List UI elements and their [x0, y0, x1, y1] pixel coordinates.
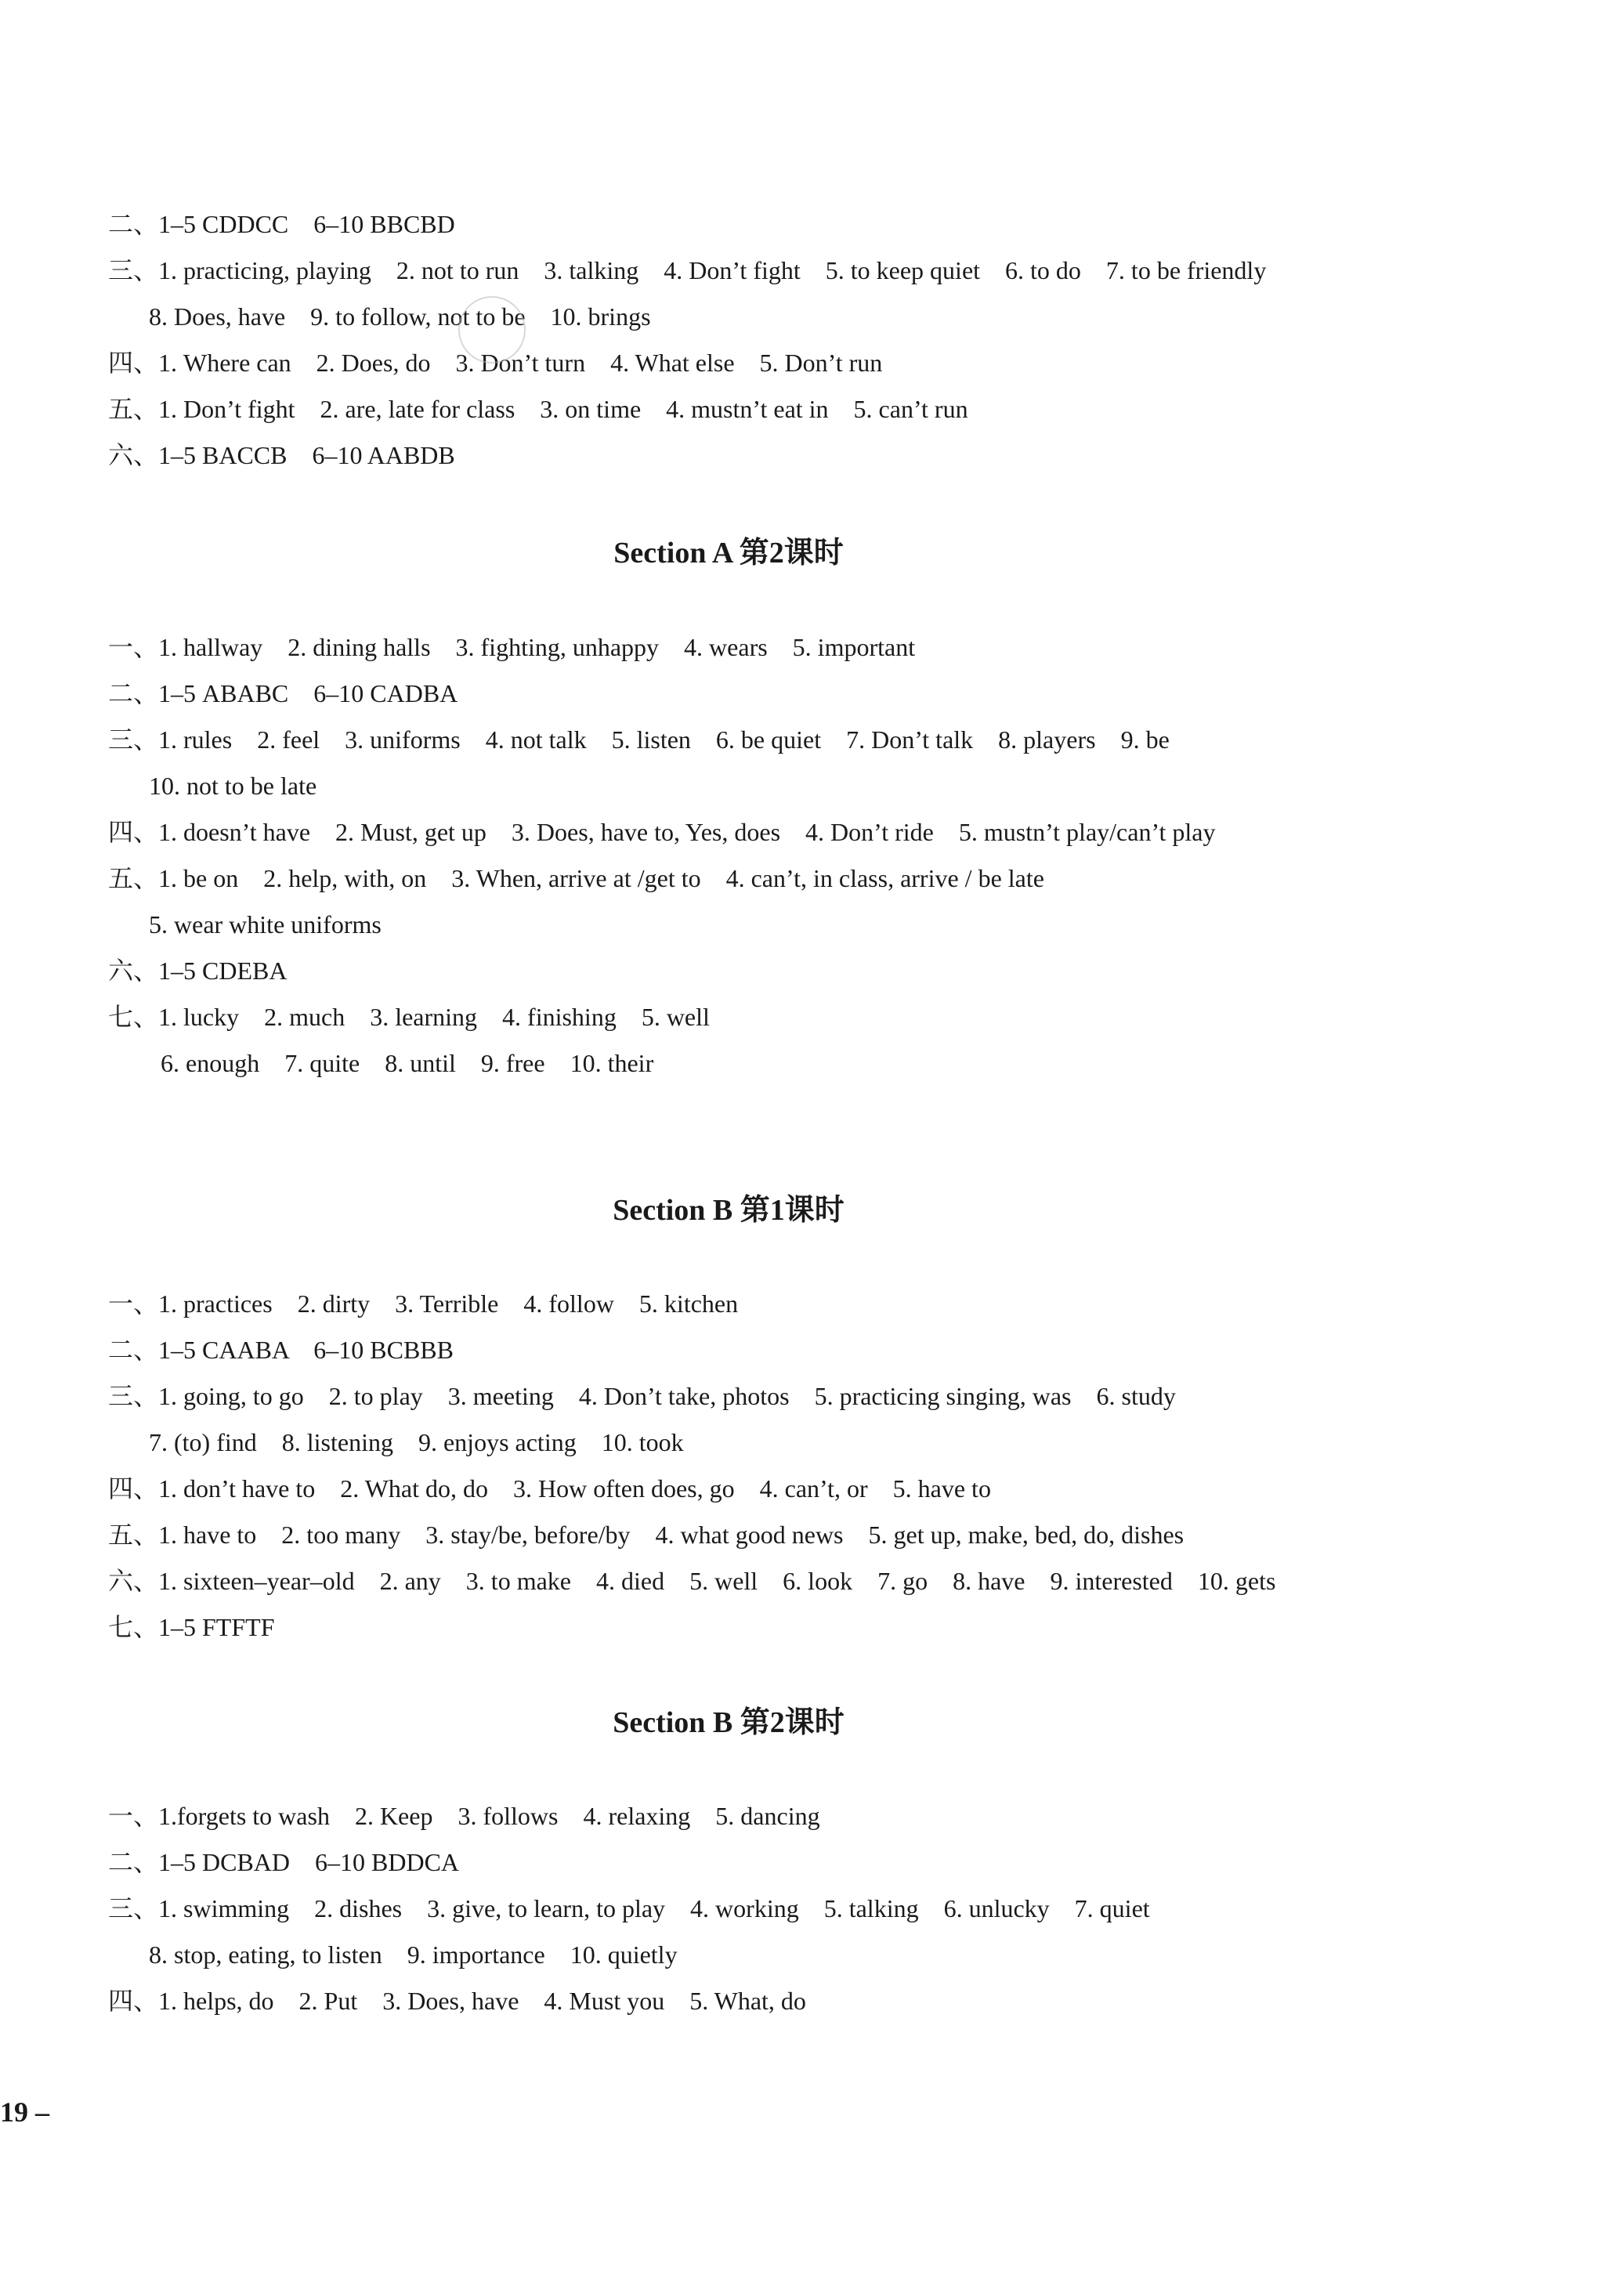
answer-line: 五、1. have to 2. too many 3. stay/be, before/by 4. what good news 5. get up, make, bed, do, dishes [108, 1521, 1185, 1549]
page-number: 19 – [0, 2096, 49, 2128]
answer-line: 6. enough 7. quite 8. until 9. free 10. their [161, 1049, 654, 1077]
answer-line: 四、1. doesn’t have 2. Must, get up 3. Does, have to, Yes, does 4. Don’t ride 5. mustn’t play/can’t play [108, 818, 1216, 846]
section-heading: Section B 第2课时 [613, 1706, 845, 1739]
answer-line: 10. not to be late [149, 772, 317, 800]
answer-line: 一、1. practices 2. dirty 3. Terrible 4. follow 5. kitchen [108, 1289, 739, 1318]
answer-line: 六、1–5 BACCB 6–10 AABDB [108, 441, 455, 469]
answer-line: 7. (to) find 8. listening 9. enjoys acting 10. took [149, 1428, 684, 1456]
answer-line: 三、1. swimming 2. dishes 3. give, to learn, to play 4. working 5. talking 6. unlucky 7. quiet [108, 1894, 1150, 1922]
answer-line: 三、1. going, to go 2. to play 3. meeting 4. Don’t take, photos 5. practicing singing, was 6. study [108, 1382, 1176, 1410]
answer-line: 五、1. Don’t fight 2. are, late for class 3. on time 4. mustn’t eat in 5. can’t run [108, 395, 968, 423]
answer-line: 七、1. lucky 2. much 3. learning 4. finishing 5. well [108, 1003, 710, 1031]
answer-line: 二、1–5 ABABC 6–10 CADBA [108, 679, 458, 707]
answer-line: 一、1. hallway 2. dining halls 3. fighting, unhappy 4. wears 5. important [108, 633, 916, 661]
answer-line: 五、1. be on 2. help, with, on 3. When, arrive at /get to 4. can’t, in class, arrive / be late [108, 864, 1044, 892]
answer-line: 四、1. helps, do 2. Put 3. Does, have 4. Must you 5. What, do [108, 1987, 806, 2015]
answer-line: 8. stop, eating, to listen 9. importance 10. quietly [149, 1940, 678, 1969]
answer-line: 四、1. don’t have to 2. What do, do 3. How often does, go 4. can’t, or 5. have to [108, 1474, 991, 1503]
answer-line: 三、1. practicing, playing 2. not to run 3. talking 4. Don’t fight 5. to keep quiet 6. to do 7. to be friendly [108, 256, 1267, 284]
answer-line: 六、1. sixteen–year–old 2. any 3. to make 4. died 5. well 6. look 7. go 8. have 9. interested 10. gets [108, 1567, 1276, 1595]
section-heading: Section A 第2课时 [613, 537, 844, 570]
watermark-stamp [458, 296, 526, 363]
answer-line: 二、1–5 CAABA 6–10 BCBBB [108, 1336, 454, 1364]
section-heading: Section B 第1课时 [613, 1194, 845, 1227]
answer-line: 六、1–5 CDEBA [108, 957, 288, 985]
answer-line: 5. wear white uniforms [149, 910, 382, 939]
answer-line: 二、1–5 CDDCC 6–10 BBCBD [108, 210, 455, 238]
answer-line: 七、1–5 FTFTF [108, 1613, 275, 1641]
answer-line: 8. Does, have 9. to follow, not to be 10. brings [149, 302, 651, 331]
answer-line: 二、1–5 DCBAD 6–10 BDDCA [108, 1848, 460, 1876]
answer-line: 四、1. Where can 2. Does, do 3. Don’t turn 4. What else 5. Don’t run [108, 349, 883, 377]
answer-line: 一、1.forgets to wash 2. Keep 3. follows 4. relaxing 5. dancing [108, 1802, 820, 1830]
answer-line: 三、1. rules 2. feel 3. uniforms 4. not talk 5. listen 6. be quiet 7. Don’t talk 8. players 9. be [108, 725, 1170, 754]
